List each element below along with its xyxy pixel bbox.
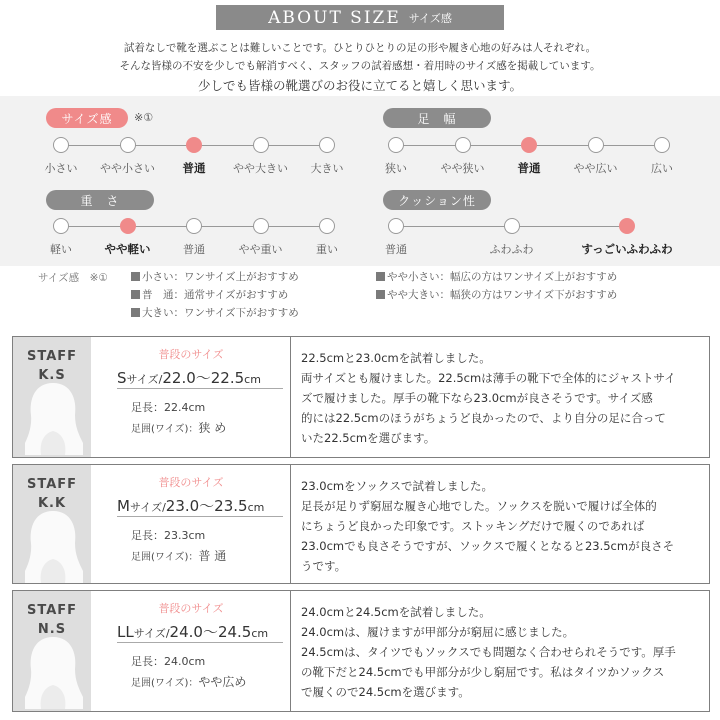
comment-line: にちょうど良かった印象です。ストッキングだけで履くのであれば	[301, 519, 645, 533]
notes-left	[131, 268, 299, 322]
foot-width: 足囲(ワイズ)：狭 め	[131, 421, 227, 435]
square-bullet-icon	[131, 308, 140, 317]
scale-option-label: 重い	[316, 243, 338, 256]
foot-width-value: 狭 め	[198, 421, 227, 435]
section-header	[216, 5, 504, 30]
note-item: 普 通：通常サイズがおすすめ	[131, 286, 299, 304]
foot-length-value: 23.3cm	[164, 529, 206, 542]
cm-unit: cm	[251, 627, 269, 640]
staff-tag-top: STAFF	[26, 603, 78, 618]
comment-line: 24.0cmと24.5cmを試着しました。	[301, 605, 491, 619]
scale-option-label: やや軽い	[104, 242, 151, 256]
intro-line-1: 試着なしで靴を選ぶことは難しいことです。ひとりひとりの足の形や履き心地の好みは人それぞれ。	[123, 42, 597, 54]
notes-heading: サイズ感 ※①	[38, 272, 108, 284]
comment-line: 23.0cmでも良さそうですが、ソックスで履くとなると23.5cmが良さそ	[301, 539, 675, 553]
size-range: 22.0〜22.5	[162, 369, 245, 387]
staff-tag-top: STAFF	[26, 477, 78, 492]
size-unit: サイズ/	[133, 627, 170, 640]
note-item: やや大きい：幅狭の方はワンサイズ下がおすすめ	[376, 286, 617, 304]
foot-width: 足囲(ワイズ)：普 通	[131, 549, 227, 563]
size-unit: サイズ/	[126, 373, 163, 386]
scale-dot	[654, 137, 670, 153]
scale-option-label: すっごいふわふわ	[581, 242, 673, 256]
scale-option-label: 狭い	[385, 162, 407, 175]
staff-comment	[301, 348, 701, 448]
staff-tag	[13, 347, 91, 385]
scale-dot	[253, 137, 269, 153]
size-range: 24.0〜24.5	[169, 623, 252, 641]
foot-length-value: 22.4cm	[164, 401, 206, 414]
staff-photo-area	[13, 591, 91, 711]
usual-size	[117, 495, 277, 516]
scale-dot	[53, 137, 69, 153]
scale-dot	[53, 218, 69, 234]
staff-card	[12, 464, 710, 584]
scale-dot	[319, 137, 335, 153]
square-bullet-icon	[376, 290, 385, 299]
comment-line: 両サイズとも履けました。22.5cmは薄手の靴下で全体的にジャストサイ	[301, 371, 676, 385]
size-feel-pill: サイズ感	[46, 108, 128, 128]
usual-size	[117, 367, 277, 388]
size-feel-note: ※①	[134, 111, 154, 124]
staff-size-info	[91, 465, 291, 583]
scale-option-label: やや小さい	[100, 162, 155, 175]
staff-size-info	[91, 591, 291, 711]
comment-line: 的には22.5cmのほうがちょうど良かったので、より自分の足に合って	[301, 411, 666, 425]
staff-size-info	[91, 337, 291, 457]
scale-dot	[186, 218, 202, 234]
cm-unit: cm	[244, 373, 261, 386]
scale-option-label: 普通	[385, 243, 407, 256]
staff-comment	[301, 602, 701, 702]
size-unit: サイズ/	[129, 501, 166, 514]
comment-line: 22.5cmと23.0cmを試着しました。	[301, 351, 491, 365]
scale-option-label: やや広い	[573, 162, 618, 175]
foot-length: 足長：22.4cm	[131, 401, 206, 414]
foot-length: 足長：23.3cm	[131, 529, 206, 542]
staff-card	[12, 336, 710, 458]
usual-size-label: 普段のサイズ	[158, 348, 224, 361]
note-item: 小さい：ワンサイズ上がおすすめ	[131, 268, 299, 286]
staff-tag	[13, 475, 91, 513]
staff-initials: K.S	[38, 368, 66, 383]
scale-option-label: 普通	[517, 161, 541, 175]
scale-option-label: 普通	[183, 243, 205, 256]
staff-tag	[13, 601, 91, 639]
comment-line: 23.0cmをソックスで試着しました。	[301, 479, 493, 493]
comment-line: ズで履けました。厚手の靴下なら23.0cmが良さそうです。サイズ感	[301, 391, 653, 405]
size-range: 23.0〜23.5	[165, 497, 248, 515]
size-scale-panel	[0, 96, 720, 266]
square-bullet-icon	[376, 272, 385, 281]
usual-size-label: 普段のサイズ	[158, 476, 224, 489]
staff-comment	[301, 476, 701, 576]
staff-photo-area	[13, 337, 91, 457]
scale-option-label: 広い	[651, 162, 673, 175]
staff-initials: K.K	[37, 496, 67, 511]
size-code: S	[117, 369, 127, 387]
usual-size	[117, 621, 277, 642]
foot-width-value: 普 通	[198, 549, 227, 563]
comment-line: いた22.5cmを選びます。	[301, 431, 436, 445]
foot-length: 足長：24.0cm	[131, 655, 206, 668]
note-item: やや小さい：幅広の方はワンサイズ上がおすすめ	[376, 268, 617, 286]
scale-dot-selected	[521, 137, 537, 153]
comment-line: の靴下だと24.5cmでも甲部分が少し窮屈です。私はタイツかソックス	[301, 665, 665, 679]
width-pill: 足 幅	[383, 108, 491, 128]
staff-photo-area	[13, 465, 91, 583]
scale-option-label: 大きい	[310, 162, 344, 175]
scale-option-label: やや狭い	[440, 162, 485, 175]
scale-option-label: 普通	[182, 161, 206, 175]
size-divider	[117, 388, 283, 389]
scale-dot	[588, 137, 604, 153]
header-subtitle: サイズ感	[408, 11, 452, 25]
size-divider	[117, 642, 283, 643]
header-title: ABOUT SIZE	[268, 7, 401, 28]
usual-size-label: 普段のサイズ	[158, 602, 224, 615]
scale-dot-selected	[619, 218, 635, 234]
scale-dot	[319, 218, 335, 234]
size-code: M	[117, 497, 130, 515]
scale-dot-selected	[186, 137, 202, 153]
scale-option-label: やや大きい	[233, 162, 288, 175]
intro-line-3: 少しでも皆様の靴選びのお役に立てると嬉しく思います。	[197, 78, 522, 93]
comment-line: 24.0cmは、履けますが甲部分が窮屈に感じました。	[301, 625, 575, 639]
scale-option-label: 小さい	[44, 162, 78, 175]
foot-length-value: 24.0cm	[164, 655, 206, 668]
scale-dot	[120, 137, 136, 153]
comment-line: 24.5cmは、タイツでもソックスでも問題なく合わせられそうです。厚手	[301, 645, 676, 659]
intro-line-2: そんな皆様の不安を少しでも解消すべく、スタッフの試着感想・着用時のサイズ感を掲載しています。	[119, 60, 601, 72]
cushion-pill: クッション性	[383, 190, 491, 210]
foot-width: 足囲(ワイズ)：やや広め	[131, 675, 247, 689]
notes-right	[376, 268, 617, 304]
scale-dot	[455, 137, 471, 153]
cm-unit: cm	[247, 501, 265, 514]
comment-line: 足長が足りず窮屈な履き心地でした。ソックスを脱いで履けば全体的	[301, 499, 657, 513]
staff-card	[12, 590, 710, 712]
scale-option-label: ふわふわ	[489, 243, 534, 256]
square-bullet-icon	[131, 272, 140, 281]
size-divider	[117, 516, 283, 517]
size-code: LL	[117, 623, 134, 641]
staff-tag-top: STAFF	[26, 349, 78, 364]
staff-initials: N.S	[37, 622, 67, 637]
scale-option-label: 軽い	[50, 243, 72, 256]
foot-width-value: やや広め	[198, 675, 247, 689]
scale-dot	[388, 137, 404, 153]
scale-dot	[253, 218, 269, 234]
scale-dot	[388, 218, 404, 234]
comment-line: で履くので24.5cmを選びます。	[301, 685, 470, 699]
note-item: 大きい：ワンサイズ下がおすすめ	[131, 304, 299, 322]
weight-pill: 重 さ	[46, 190, 154, 210]
square-bullet-icon	[131, 290, 140, 299]
scale-dot-selected	[120, 218, 136, 234]
scale-option-label: やや重い	[238, 243, 283, 256]
comment-line: うです。	[301, 559, 347, 573]
scale-dot	[504, 218, 520, 234]
